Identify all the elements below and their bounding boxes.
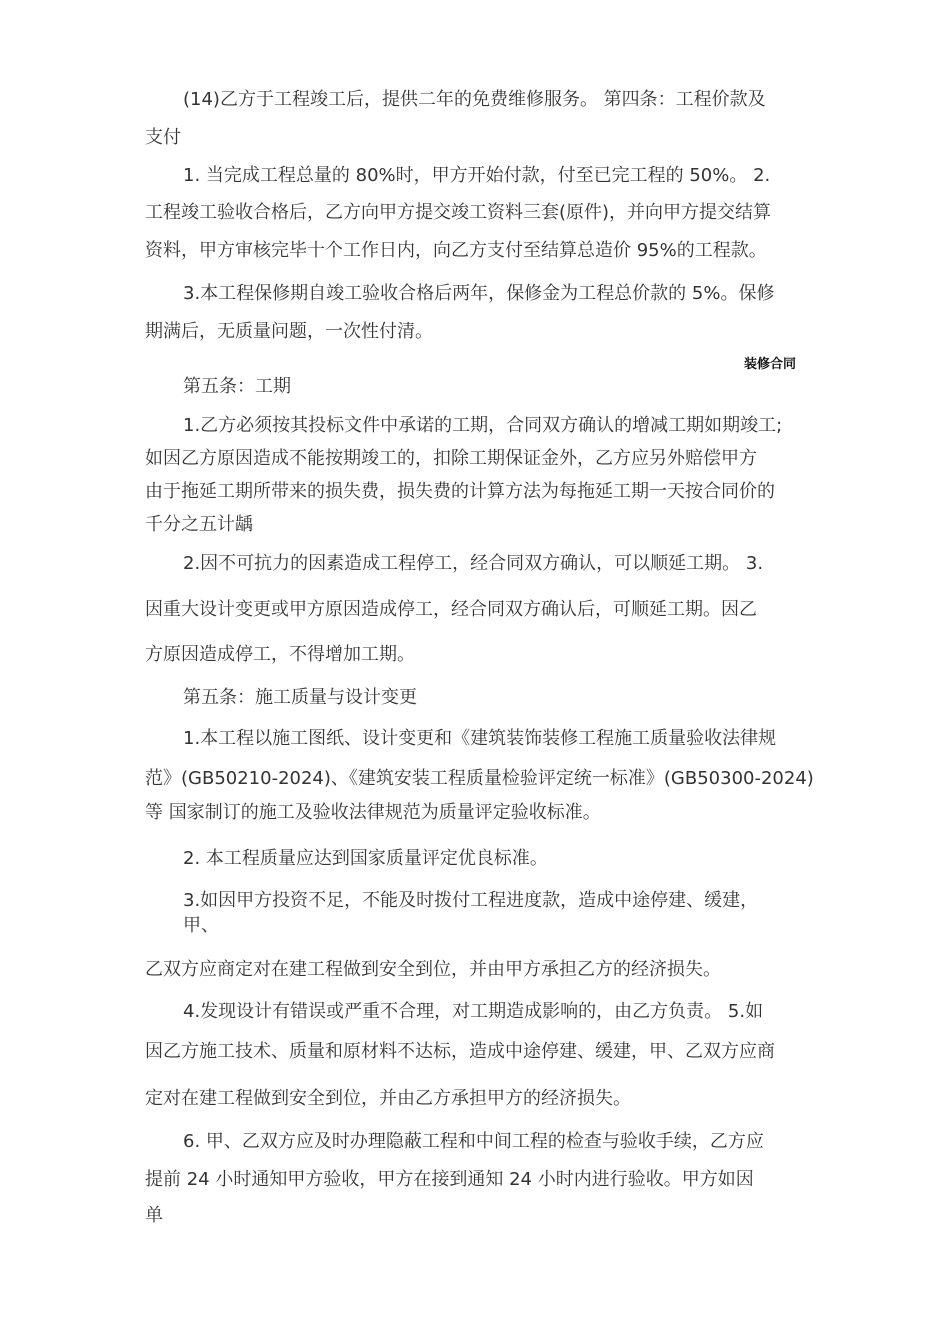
text-line: 定对在建工程做到安全到位，并由乙方承担甲方的经济损失。 [145,1088,631,1109]
text-line: 提前 24 小时通知甲方验收，甲方在接到通知 24 小时内进行验收。甲方如因 [145,1169,754,1190]
text-line: 2. 本工程质量应达到国家质量评定优良标准。 [183,848,548,869]
text-line: 等 国家制订的施工及验收法律规范为质量评定验收标准。 [145,802,601,823]
text-line: 支付 [145,127,181,148]
text-line: 1. 当完成工程总量的 80%时，甲方开始付款，付至已完工程的 50%。 2. [183,165,771,186]
text-line: 期满后，无质量问题，一次性付清。 [145,321,433,342]
text-line: 2.因不可抗力的因素造成工程停工，经合同双方确认，可以顺延工期。 3. [183,553,764,574]
text-line: 1.本工程以施工图纸、设计变更和《建筑装饰装修工程施工质量验收法律规 [183,728,777,749]
text-line: 资料，甲方审核完毕十个工作日内，向乙方支付至结算总造价 95%的工程款。 [145,240,767,261]
text-line: 乙双方应商定对在建工程做到安全到位，并由甲方承担乙方的经济损失。 [145,959,721,980]
text-line: 由于拖延工期所带来的损失费，损失费的计算方法为每拖延工期一天按合同价的 [145,481,775,502]
text-line: 因重大设计变更或甲方原因造成停工，经合同双方确认后，可顺延工期。因乙 [145,599,757,620]
text-line: 因乙方施工技术、质量和原材料不达标，造成中途停建、缓建，甲、乙双方应商 [145,1041,775,1062]
text-line: (14)乙方于工程竣工后，提供二年的免费维修服务。 第四条：工程价款及 [183,89,766,110]
text-line: 1.乙方必须按其投标文件中承诺的工期，合同双方确认的增减工期如期竣工; [183,415,783,436]
text-line: 6. 甲、乙双方应及时办理隐蔽工程和中间工程的检查与验收手续，乙方应 [183,1131,764,1152]
text-line: 千分之五计龋 [145,514,253,535]
text-line: 3.如因甲方投资不足，不能及时拨付工程进度款，造成中途停建、缓建， [183,890,759,911]
text-line: 工程竣工验收合格后，乙方向甲方提交竣工资料三套(原件)，并向甲方提交结算 [145,202,772,223]
text-line: 甲、 [183,915,219,936]
text-line: 3.本工程保修期自竣工验收合格后两年，保修金为工程总价款的 5%。保修 [183,283,775,304]
section-heading: 第五条：工期 [183,376,291,397]
text-line: 方原因造成停工，不得增加工期。 [145,644,415,665]
text-line: 如因乙方原因造成不能按期竣工的，扣除工期保证金外，乙方应另外赔偿甲方 [145,448,757,469]
text-line: 4.发现设计有错误或严重不合理，对工期造成影响的，由乙方负责。 5.如 [183,1001,764,1022]
section-heading: 第五条：施工质量与设计变更 [183,687,417,708]
page-header-label: 装修合同 [744,357,797,372]
text-line: 范》(GB50210-2024)、《建筑安装工程质量检验评定统一标准》(GB50300-2024) [145,768,814,789]
text-line: 单 [145,1205,163,1226]
